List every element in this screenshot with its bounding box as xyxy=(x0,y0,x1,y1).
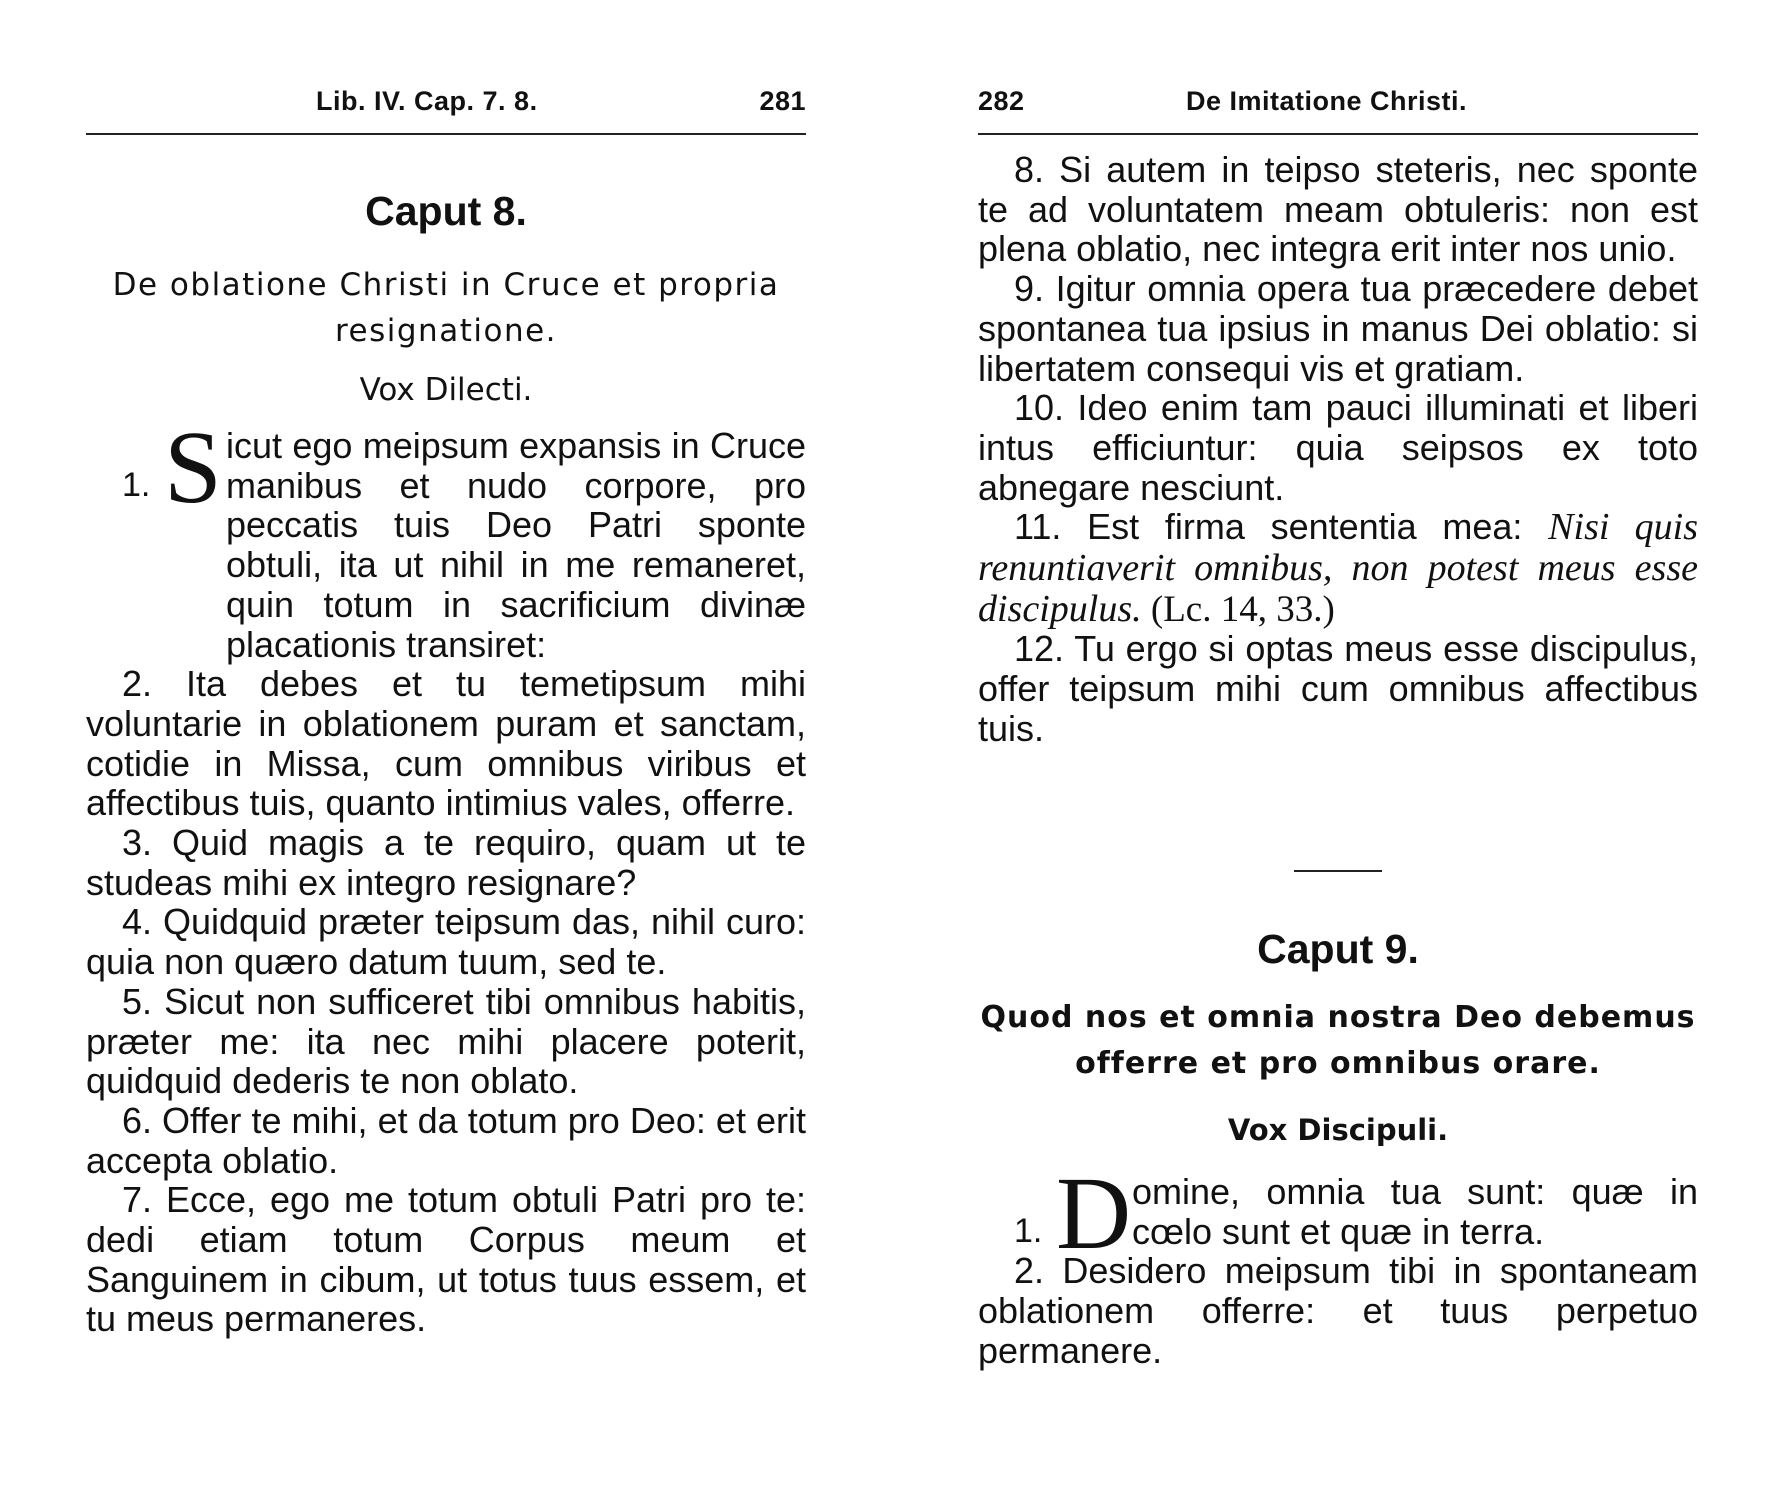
first-paragraph xyxy=(978,1156,1698,1271)
paragraph: 12. Tu ergo si optas meus esse discipulus, offer teipsum mihi cum omnibus affectibus tuis. xyxy=(978,628,1698,749)
drop-cap: D xyxy=(1056,1156,1132,1271)
paragraph-number: 1. xyxy=(122,466,151,504)
drop-cap: S xyxy=(164,410,222,525)
paragraph: 4. Quidquid præter teipsum das, nihil curo: quia non quæro datum tuum, sed te. xyxy=(86,901,806,983)
page-number: 281 xyxy=(759,86,806,116)
chapter-voice: Vox Dilecti. xyxy=(359,372,533,408)
paragraph: 7. Ecce, ego me totum obtuli Patri pro te: dedi etiam totum Corpus meum et Sanguinem in cibum, ut totus tuus essem, et tu meus permaneres. xyxy=(86,1179,806,1340)
chapter-body xyxy=(978,1156,1698,1371)
paragraph: 3. Quid magis a te requiro, quam ut te studeas mihi ex integro resignare? xyxy=(86,822,806,903)
running-head-title: De Imitatione Christi. xyxy=(1186,86,1468,116)
chapter-subtitle: Quod nos et omnia nostra Deo debemus offerre et pro omnibus orare. xyxy=(980,1000,1696,1081)
header-rule xyxy=(86,133,806,135)
paragraph-number: 1. xyxy=(1014,1212,1043,1250)
chapter-subtitle: De oblatione Christi in Cruce et propria resignatione. xyxy=(112,267,780,349)
right-page xyxy=(978,0,1698,1500)
paragraph: 9. Igitur omnia opera tua præcedere debet spontanea tua ipsius in manus Dei oblatio: si libertatem consequi vis et gratiam. xyxy=(978,268,1698,389)
paragraph: 6. Offer te mihi, et da totum pro Deo: et erit accepta oblatio. xyxy=(86,1099,806,1181)
scripture-citation: (Lc. 14, 33.) xyxy=(1141,588,1335,630)
chapter-body xyxy=(86,410,806,1340)
paragraph-with-quote xyxy=(978,507,1698,629)
running-head xyxy=(86,86,806,126)
paragraph: 8. Si autem in teipso steteris, nec sponte te ad voluntatem meam obtuleris: non est plena oblatio, nec integra erit inter nos unio. xyxy=(978,149,1698,270)
header-rule xyxy=(978,133,1698,135)
paragraph: 2. Ita debes et tu temetipsum mihi voluntarie in oblationem puram et sanctam, cotidie in Missa, cum omnibus viribus et affectibus tuis, quanto intimius vales, offerre. xyxy=(86,663,806,824)
scripture-quote: Nisi quis renuntiaverit omnibus, non potest meus esse discipulus. xyxy=(978,506,1698,630)
running-head-title: Lib. IV. Cap. 7. 8. xyxy=(316,86,538,116)
left-page xyxy=(86,0,806,1500)
paragraph: 2. Desidero meipsum tibi in spontaneam oblationem offerre: et tuus perpetuo permanere. xyxy=(978,1250,1698,1371)
paragraph: 10. Ideo enim tam pauci illuminati et liberi intus efficiuntur: quia seipsos ex toto abnegare nesciunt. xyxy=(978,387,1698,508)
paragraph-lead: 11. Est firma sententia mea: xyxy=(1014,506,1549,548)
running-head xyxy=(978,86,1698,126)
chapter-title: Caput 9. xyxy=(1257,926,1419,972)
continued-body xyxy=(978,150,1698,749)
section-divider xyxy=(1294,870,1382,872)
first-paragraph-text: omine, omnia tua sunt: quæ in cœlo sunt et quæ in terra. xyxy=(1132,1171,1698,1252)
paragraph: 5. Sicut non sufficeret tibi omnibus habitis, præter me: ita nec mihi placere poterit, quidquid dederis te non oblato. xyxy=(86,980,806,1102)
first-paragraph-text: icut ego meipsum expansis in Cruce manibus et nudo corpore, pro peccatis tuis Deo Patri sponte obtuli, ita ut nihil in me remaneret, quin totum in sacrificium divinæ placationis transiret: xyxy=(226,425,806,665)
chapter-title: Caput 8. xyxy=(365,188,527,234)
page-number: 282 xyxy=(978,86,1025,116)
chapter-voice: Vox Discipuli. xyxy=(1227,1113,1449,1147)
first-paragraph xyxy=(86,410,806,665)
